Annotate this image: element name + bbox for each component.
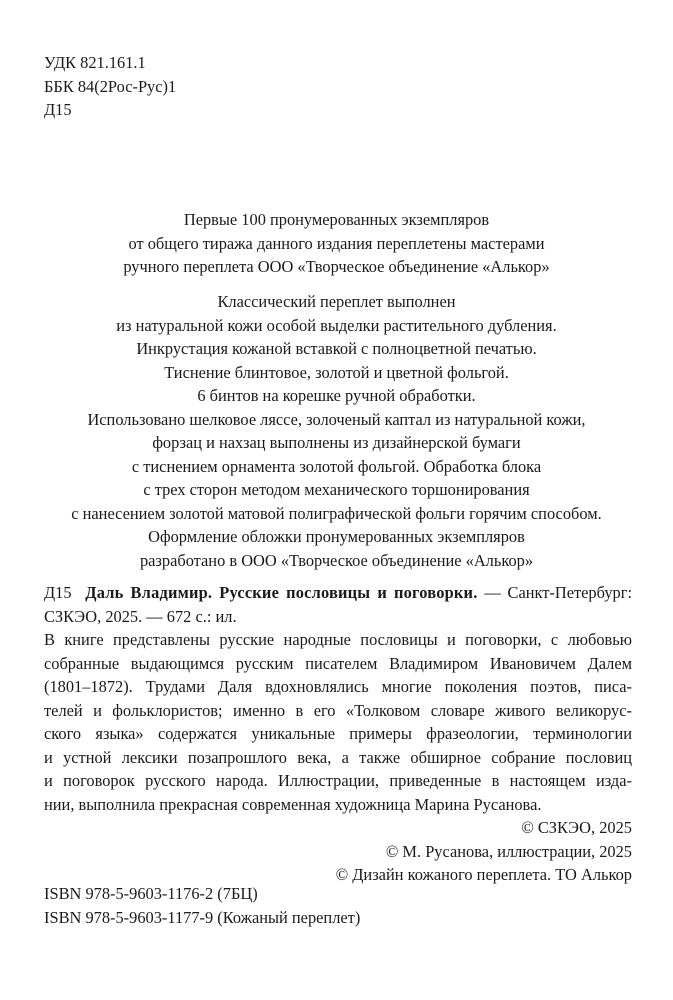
annotation-line: телей и фольклористов; именно в его «Толковом словаре живого великорус- [44,700,632,720]
binding-line: разработано в ООО «Творческое объединение «Алькор» [139,550,534,570]
edition-note [0,208,673,279]
isbn-block [44,882,360,929]
bib-code: Д15 [44,583,72,602]
annotation-line: нии, выполнила прекрасная современная художница Марина Русанова. [44,794,542,814]
udk-code: УДК 821.161.1 [44,53,146,72]
copyright-block [336,816,632,887]
annotation-line: собранные выдающимся русским писателем Владимиром Ивановичем Далем [44,653,632,673]
copyright-line: © М. Русанова, иллюстрации, 2025 [385,841,632,861]
binding-line: форзац и нахзац выполнены из дизайнерской бумаги [152,433,521,452]
binding-line: Оформление обложки пронумерованных экземпляров [148,527,525,546]
copyright-line: © СЗКЭО, 2025 [521,818,632,837]
binding-line: с трех сторон методом механического торшонирования [143,480,530,499]
edition-note-line: Первые 100 пронумерованных экземпляров [183,210,490,229]
edition-note-line: от общего тиража данного издания переплетены мастерами [128,233,545,253]
annotation-line: и устной лексики позапрошлого века, а также обширное собрание пословиц [44,747,632,767]
bbk-code: ББК 84(2Рос-Рус)1 [44,76,177,96]
annotation-line: и поговорок русского народа. Иллюстрации, приведенные в настоящем изда- [44,771,632,790]
bib-heading-line [44,581,632,605]
copyright-line: © Дизайн кожаного переплета. ТО Алькор [335,865,632,884]
binding-line: Тиснение блинтовое, золотой и цветной фольгой. [164,362,509,382]
annotation-line: ского языка» содержатся уникальные примеры фразеологии, терминологии [44,724,632,743]
author-mark: Д15 [44,100,72,119]
binding-description [0,290,673,572]
binding-line: 6 бинтов на корешке ручной обработки. [197,386,476,405]
bibliographic-record [44,581,632,816]
binding-line: с тиснением орнамента золотой фольгой. Обработка блока [131,456,542,476]
bib-publisher-place: — Санкт-Петербург: [477,583,633,602]
classification-block [44,51,176,122]
isbn-line: ISBN 978-5-9603-1177-9 (Кожаный переплет) [44,907,361,927]
annotation-line: (1801–1872). Трудами Даля вдохновлялись многие поколения поэтов, писа- [44,677,632,696]
annotation-line: В книге представлены русские народные пословицы и поговорки, с любовью [44,630,632,649]
binding-line: Использовано шелковое ляссе, золоченый каптал из натуральной кожи, [87,409,586,429]
bib-title: Даль Владимир. Русские пословицы и поговорки. [85,583,478,602]
binding-line: с нанесением золотой матовой полиграфической фольги горячим способом. [71,503,602,523]
binding-line: Классический переплет выполнен [217,292,456,311]
edition-note-line: ручного переплета ООО «Творческое объединение «Алькор» [123,257,550,276]
binding-line: Инкрустация кожаной вставкой с полноцветной печатью. [136,339,537,358]
bib-imprint-line: СЗКЭО, 2025. — 672 с.: ил. [44,606,237,626]
binding-line: из натуральной кожи особой выделки растительного дубления. [116,315,557,335]
isbn-line: ISBN 978-5-9603-1176-2 (7БЦ) [44,884,258,903]
